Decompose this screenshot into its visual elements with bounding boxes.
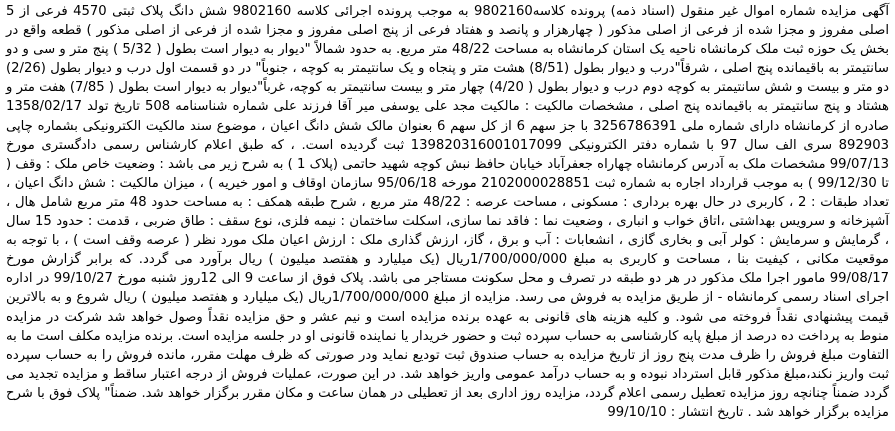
auction-notice-text: آگهی مزایده شماره اموال غیر منقول (اسناد ذمه) پرونده کلاسه9802160 به موجب پرونده اجرائی کلاسه 9802160 شش دانگ پلاک ثبتی 4570 فرعی از 5 اصلی مفروز و مجزا شده از فرعی از اصلی مذکور ( چهارهزار و پانصد و هفتاد فرعی از پنج اصلی مفروز و مجزا شده از فرعی از اصلی مذکور ) قطعه واقع در بخش یک حوزه ثبت ملک کرمانشاه ناحیه یک استان کرمانشاه به مساحت 48/22 متر مربع. به حدود شمالاً "دیوار به دیوار است بطول ( 5/32 ) پنج متر و سی و دو سانتیمتر به باقیمانده پنج اصلی ، شرقاً"درب و دیوار بطول (8/51) هشت متر و پنجاه و یک سانتیمتر به کوچه ، جنوباً" در دو قسمت اول درب و دیوار بطول (2/26) دو متر و بیست و شش سانتیمتر به کوچه دوم درب و دیوار بطول ( 4/20) چهار متر و بیست سانتیمتر به کوچه، غرباً"دیوار به دیوار است بطول ( 7/85) هفت متر و هشتاد و پنج سانتیمتر به باقیمانده پنج اصلی ، مشخصات مالکیت : مالکیت مجد علی یوسفی میر آقا فرزند علی شماره شناسنامه 508 تاریخ تولد 1358/02/17 صادره از کرمانشاه دارای شماره ملی 3256786391 با جز سهم 6 از کل سهم 6 بعنوان مالک شش دانگ اعیان ، موضوع سند مالکیت الکترونیکی بشماره چاپی 892903 سری الف سال 97 با شماره دفتر الکترونیکی 139820316001017099 ثبت گردیده است. ، که طبق اعلام کارشناس رسمی دادگستری مورخ 99/07/13 مشخصات ملک به آدرس کرمانشاه چهاراه جعفرآباد خیابان حافظ نبش کوچه شهید حاتمی (پلاک 1 ) به شرح زیر می باشد : وضعیت خاص ملک : وقف ( تا 99/12/30 ) به موجب قرارداد اجاره به شماره ثبت 2102000028851 مورخه 95/06/18 سازمان اوقاف و امور خیریه ) ، میزان مالکیت : شش دانگ اعیان ، تعداد طبقات : 2 ، کاربری در حال بهره برداری : مسکونی ، مساحت عرصه : 48/22 متر مربع ، شرح طبقه همکف : به مساحت حدود 48 متر مربع شامل هال ، آشپزخانه و سرویس بهداشتی ،اتاق خواب و انباری ، وضعیت نما : فاقد نما سازی، اسکلت ساختمان : نیمه فلزی، نوع سقف : طاق ضربی ، قدمت : حدود 15 سال ، گرمایش و سرمایش : کولر آبی و بخاری گازی ، انشعابات : آب و برق ، گاز، ارزش گذاری ملک : ارزش اعیان ملک مورد نظر ( عرصه وقف است ) ، با توجه به موقعیت مکانی ، کیفیت بنا ، مساحت و کاربری به مبلغ 1/700/000/000ریال (یک میلیارد و هفتصد میلیون ) ریال برآورد می گردد. که برابر گزارش مورخ 99/08/17 مامور اجرا ملک مذکور در هر دو طبقه در تصرف و محل سکونت مستاجر می باشد. پلاک فوق از ساعت 9 الی 12روز شنبه مورخ 99/10/27 در اداره اجرای اسناد رسمی کرمانشاه - از طریق مزایده به فروش می رسد. مزایده از مبلغ 1/700/000/000ریال (یک میلیارد و هفتصد میلیون ) ریال شروع و به بالاترین قیمت پیشنهادی نقداً فروخته می شود. و کلیه هزینه های قانونی به عهده برنده مزایده است و نیم عشر و حق مزایده نقداً وصول خواهد شد شرکت در مزایده منوط به پرداخت ده درصد از مبلغ پایه کارشناسی به حساب سپرده ثبت و حضور خریدار یا نماینده قانونی او در جلسه مزایده است. برنده مزایده مکلف است ما به التفاوت مبلغ فروش را ظرف مدت پنج روز از تاریخ مزایده به حساب صندوق ثبت تودیع نماید ودر صورتی که ظرف مهلت مقرر، مانده فروش را به حساب سپرده ثبت واریز نکند،مبلغ مذکور قابل استرداد نبوده و به حساب درآمد عمومی واریز خواهد شد. در این صورت، عملیات فروش از درجه اعتبار ساقط و مزایده تجدید می گردد ضمناً چنانچه روز مزایده تعطیل رسمی اعلام گردد، مزایده روز اداری بعد از تعطیلی در همان ساعت و مکان مقرر برگزار خواهد شد. ضمناً" پلاک فوق با شرح مزایده برگزار خواهد شد . تاریخ انتشار : 99/10/10 [6, 4, 890, 420]
